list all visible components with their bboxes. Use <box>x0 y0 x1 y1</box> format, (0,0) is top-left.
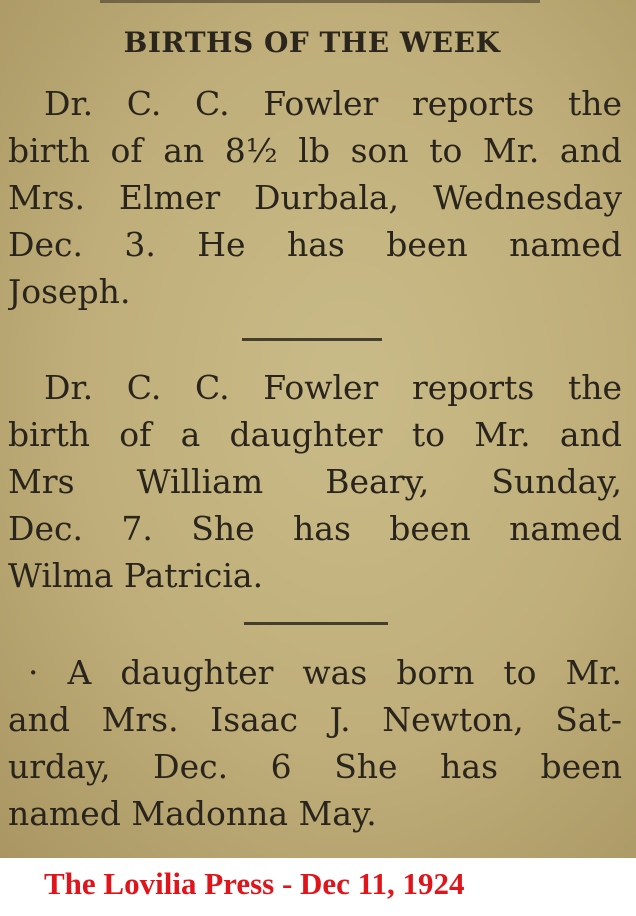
notice-line: Dr. C. C. Fowler reports the <box>44 368 622 407</box>
notice-line: Wilma Patricia. <box>8 556 264 595</box>
top-column-rule <box>100 0 540 3</box>
notice-line: Mrs. Elmer Durbala, Wednesday <box>8 178 622 217</box>
notice-line: urday, Dec. 6 She has been <box>8 747 622 786</box>
notice-line: Joseph. <box>8 272 131 311</box>
separator-rule <box>244 622 388 625</box>
notice-line: Dr. C. C. Fowler reports the <box>44 84 622 123</box>
notice-line: · A daughter was born to Mr. <box>28 653 622 692</box>
birth-notice-3 <box>8 649 622 837</box>
notice-line: Mrs William Beary, Sunday, <box>8 462 622 501</box>
birth-notice-2 <box>8 364 622 599</box>
notice-line: Dec. 7. She has been named <box>8 509 622 548</box>
notice-line: named Madonna May. <box>8 794 377 833</box>
clipping-heading: BIRTHS OF THE WEEK <box>123 26 501 59</box>
notice-line: birth of an 8½ lb son to Mr. and <box>8 131 622 170</box>
birth-notice-1 <box>8 80 622 315</box>
notice-line: Dec. 3. He has been named <box>8 225 622 264</box>
source-caption: The Lovilia Press - Dec 11, 1924 <box>44 866 465 901</box>
notice-line: and Mrs. Isaac J. Newton, Sat- <box>8 700 622 739</box>
separator-rule <box>242 338 382 341</box>
notice-line: birth of a daughter to Mr. and <box>8 415 622 454</box>
